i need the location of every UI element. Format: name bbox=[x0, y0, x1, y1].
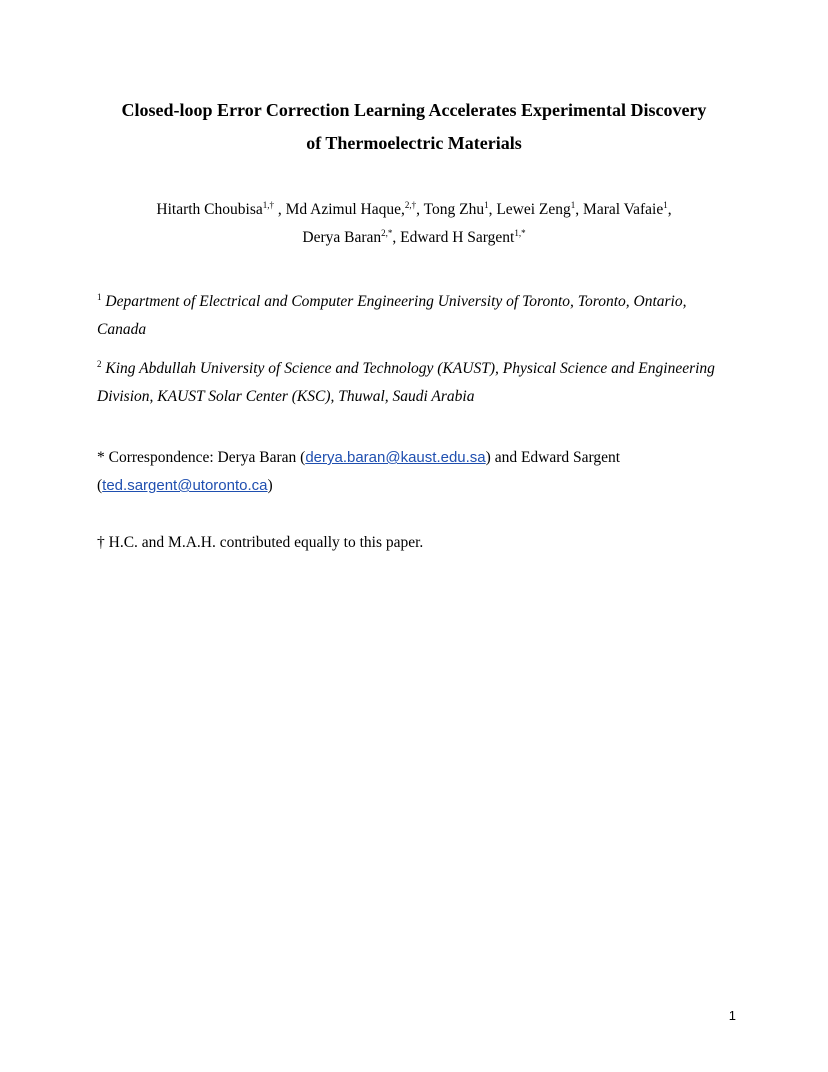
author-line-1 bbox=[60, 196, 768, 224]
equal-contribution-note: † H.C. and M.A.H. contributed equally to this paper. bbox=[97, 534, 424, 551]
email-link-baran[interactable]: derya.baran@kaust.edu.sa bbox=[305, 449, 486, 466]
author-separator: , bbox=[392, 229, 401, 246]
correspondence-note bbox=[97, 444, 737, 500]
author-affiliation-marker: 2,† bbox=[404, 200, 417, 210]
affiliation-1 bbox=[97, 288, 737, 344]
author-affiliation-marker: 1 bbox=[484, 200, 489, 210]
title-line-1: Closed-loop Error Correction Learning Accelerates Experimental Discovery bbox=[121, 100, 707, 120]
author-line-2 bbox=[60, 224, 768, 252]
email-link-sargent[interactable]: ted.sargent@utoronto.ca bbox=[102, 477, 268, 494]
correspondence-middle: ) and Edward Sargent bbox=[485, 449, 621, 466]
affiliation-text: King Abdullah University of Science and Technology (KAUST), Physical Science and Engineering Division, KAUST Solar Center (KSC), Thuwal, Saudi Arabia bbox=[97, 360, 715, 405]
correspondence-prefix: * Correspondence: Derya Baran ( bbox=[97, 449, 306, 466]
author-affiliation-marker: 1 bbox=[570, 200, 576, 210]
author-name: Tong Zhu bbox=[423, 201, 485, 218]
author-separator: , bbox=[667, 201, 672, 218]
author-affiliation-marker: 2,* bbox=[381, 228, 393, 238]
author-separator: , bbox=[273, 201, 286, 218]
affiliation-number: 1 bbox=[97, 292, 102, 302]
affiliation-text: Department of Electrical and Computer Engineering University of Toronto, Toronto, Ontario, Canada bbox=[97, 293, 687, 338]
author-name: Derya Baran bbox=[302, 229, 382, 246]
author-list bbox=[60, 196, 768, 252]
author-separator: , bbox=[488, 201, 497, 218]
author-separator: , bbox=[416, 201, 424, 218]
page-number: 1 bbox=[728, 1008, 736, 1023]
author-name: Md Azimul Haque, bbox=[285, 201, 405, 218]
author-name: Edward H Sargent bbox=[400, 229, 515, 246]
paper-title bbox=[60, 94, 768, 160]
author-name: Maral Vafaie bbox=[583, 201, 664, 218]
correspondence-close-paren: ) bbox=[267, 477, 273, 494]
author-affiliation-marker: 1,† bbox=[262, 200, 274, 210]
affiliation-number: 2 bbox=[97, 359, 102, 369]
correspondence-open-paren: ( bbox=[97, 477, 103, 494]
title-line-2: of Thermoelectric Materials bbox=[306, 133, 522, 153]
author-name: Hitarth Choubisa bbox=[156, 201, 263, 218]
author-affiliation-marker: 1 bbox=[663, 200, 668, 210]
author-affiliation-marker: 1,* bbox=[514, 228, 526, 238]
affiliation-2 bbox=[97, 355, 737, 411]
author-separator: , bbox=[575, 201, 584, 218]
author-name: Lewei Zeng bbox=[496, 201, 571, 218]
